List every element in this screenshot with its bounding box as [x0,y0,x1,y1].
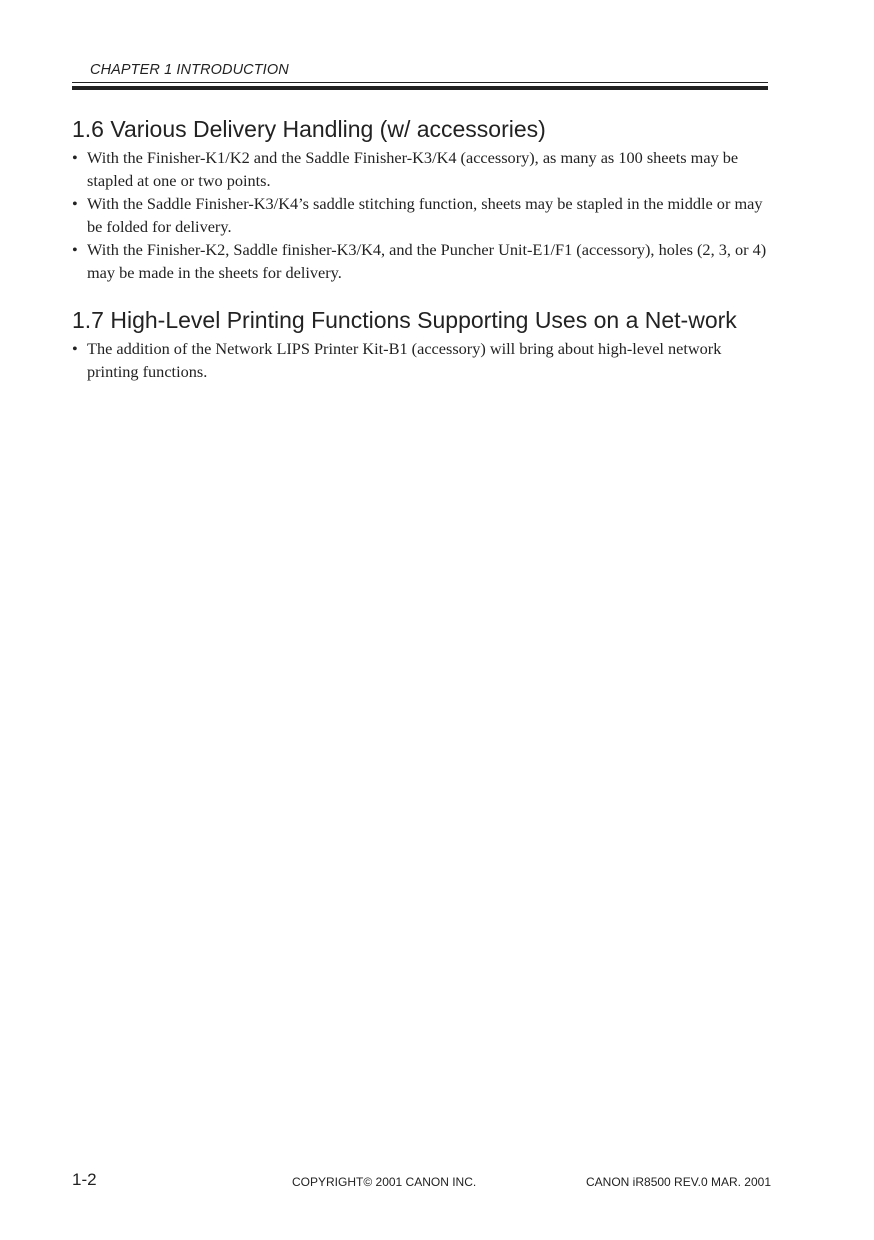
list-item [72,192,772,238]
section-heading: 1.7 High-Level Printing Functions Supporting Uses on a Net-work [72,307,737,333]
bullet-list [72,146,772,284]
chapter-header: CHAPTER 1 INTRODUCTION [90,62,289,78]
bullet-icon: • [72,240,78,259]
list-item-text: With the Saddle Finisher-K3/K4’s saddle stitching function, sheets may be stapled in the middle or may be folded for delivery. [87,194,763,236]
list-item-text: With the Finisher-K1/K2 and the Saddle Finisher-K3/K4 (accessory), as many as 100 sheets may be stapled at one or two points. [87,148,739,190]
bullet-list [72,337,772,383]
list-item [72,238,772,284]
list-item-text: The addition of the Network LIPS Printer Kit-B1 (accessory) will bring about high-level network printing functions. [87,339,722,381]
list-item-text: With the Finisher-K2, Saddle finisher-K3/K4, and the Puncher Unit-E1/F1 (accessory), holes (2, 3, or 4) may be made in the sheets for delivery. [87,240,767,282]
section-network-printing [72,306,772,383]
section-delivery-handling [72,115,772,284]
copyright-notice: COPYRIGHT© 2001 CANON INC. [292,1175,477,1189]
header-rule-thick [72,86,768,90]
bullet-icon: • [72,148,78,167]
page-number: 1-2 [72,1170,97,1189]
model-revision: CANON iR8500 REV.0 MAR. 2001 [586,1175,771,1189]
bullet-icon: • [72,194,78,213]
section-heading: 1.6 Various Delivery Handling (w/ accessories) [72,116,546,142]
bullet-icon: • [72,339,78,358]
header-rule-thin [72,82,768,83]
list-item [72,146,772,192]
list-item [72,337,772,383]
